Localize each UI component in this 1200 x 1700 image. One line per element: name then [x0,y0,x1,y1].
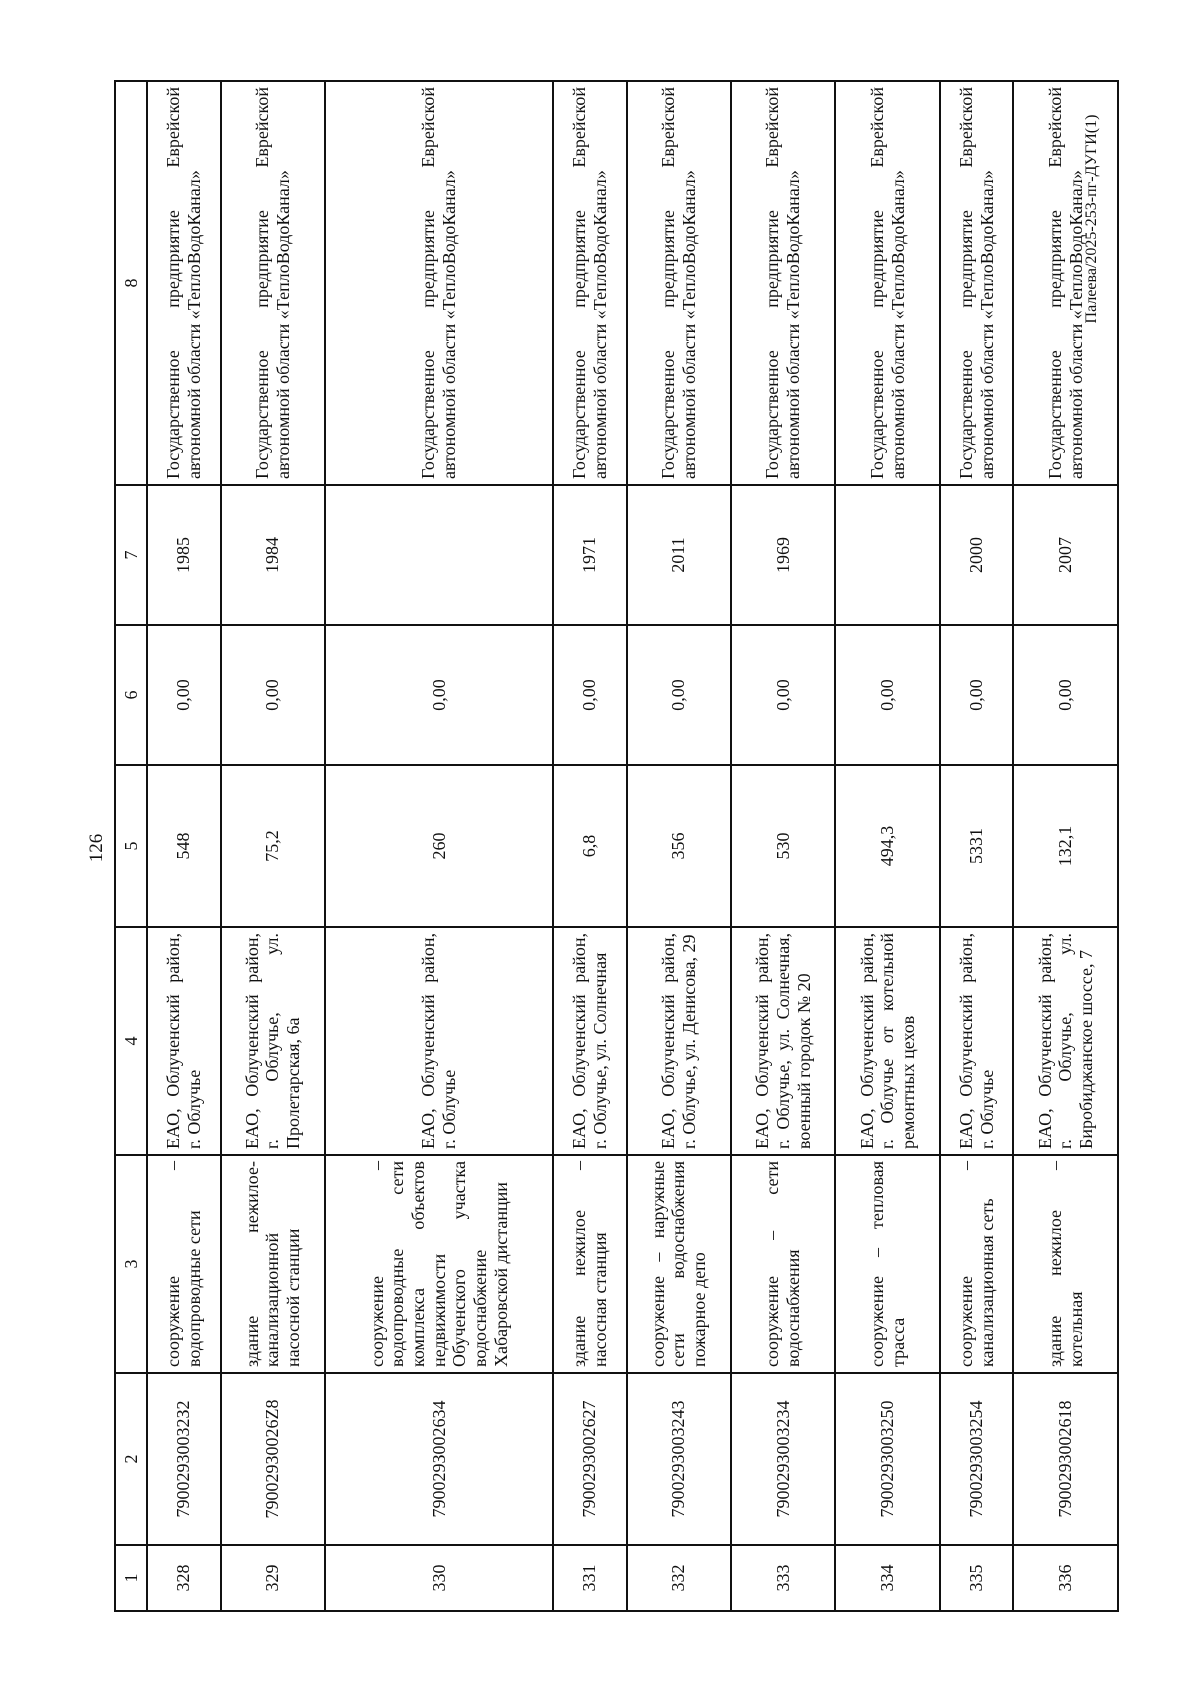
object-year [835,485,939,625]
object-cost: 0,00 [325,625,553,765]
cadastral-number: 7900293003243 [627,1373,731,1545]
property-register-table [114,80,1119,1612]
row-number: 332 [627,1545,731,1611]
object-cost: 0,00 [221,625,325,765]
object-year: 2011 [627,485,731,625]
object-cost: 0,00 [731,625,835,765]
object-name: сооружение – сети водоснабжения [731,1155,835,1373]
cadastral-number: 790029З002634 [325,1373,553,1545]
object-area: 6,8 [553,765,627,927]
table-row [731,81,835,1611]
cadastral-number: 79002930026Z8 [221,1373,325,1545]
row-number: 328 [147,1545,221,1611]
object-area: 5331 [940,765,1014,927]
right-holder: Государственное предприятие Еврейской автономной области «ТеплоВодоКанал» [147,81,221,485]
object-area: 75,2 [221,765,325,927]
header-cell: 8 [115,81,147,485]
object-cost: 0,00 [627,625,731,765]
cadastral-number: 7900293002627 [553,1373,627,1545]
object-name: сооружение – водопроводные сети [147,1155,221,1373]
header-cell: 1 [115,1545,147,1611]
object-year: 2007 [1013,485,1118,625]
table-row [553,81,627,1611]
row-number: 335 [940,1545,1014,1611]
object-name: сооружение – тепловая трасса [835,1155,939,1373]
object-area: 356 [627,765,731,927]
object-address: ЕАО, Облученский район, г. Облучье, ул. Денисова, 29 [627,927,731,1155]
object-year: 1985 [147,485,221,625]
object-address: ЕАО, Облученский район, г. Облучье, ул. Солнечная, военный городок № 20 [731,927,835,1155]
header-cell: 4 [115,927,147,1155]
cadastral-number: 7900293003234 [731,1373,835,1545]
row-number: 333 [731,1545,835,1611]
cadastral-number: 79002930032З2 [147,1373,221,1545]
header-row [115,81,147,1611]
right-holder: Государственное предприятие Еврейской автономной области «ТеплоВодоКанал» [627,81,731,485]
object-year: 1971 [553,485,627,625]
object-cost: 0,00 [835,625,939,765]
object-year: 1969 [731,485,835,625]
object-name: сооружение – канализационная сеть [940,1155,1014,1373]
object-address: ЕАО, Облученский район, г. Облучье, ул. Солнечная [553,927,627,1155]
object-name: здание нежилое – котельная [1013,1155,1118,1373]
table-row [940,81,1014,1611]
object-area: 494,3 [835,765,939,927]
object-area: 132,1 [1013,765,1118,927]
row-number: 331 [553,1545,627,1611]
header-cell: 5 [115,765,147,927]
row-number: 336 [1013,1545,1118,1611]
object-year [325,485,553,625]
object-name: сооружение – наружные сети водоснабжения пожарное депо [627,1155,731,1373]
object-name: здание нежилое-канализационной насосной станции [221,1155,325,1373]
table-row [1013,81,1118,1611]
object-address: ЕАО, Облученский район, г. Облучье, ул. Биробиджанское шоссе, 7 [1013,927,1118,1155]
table-row [147,81,221,1611]
header-cell: 3 [115,1155,147,1373]
document-reference: Палеева/2025-253-пг-ДУГИ(1) [1083,114,1100,324]
cadastral-number: 7900293002618 [1013,1373,1118,1545]
right-holder: Государственное предприятие Еврейской автономной области «ТеплоВодоКанал» [940,81,1014,485]
header-cell: 7 [115,485,147,625]
row-number: 334 [835,1545,939,1611]
object-cost: 0,00 [940,625,1014,765]
object-address: ЕАО, Облученский район, г. Облучье [325,927,553,1155]
object-year: 2000 [940,485,1014,625]
cadastral-number: 7900293003254 [940,1373,1014,1545]
row-number: 330 [325,1545,553,1611]
table-row [627,81,731,1611]
right-holder: Государственное предприятие Еврейской автономной области «ТеплоВодоКанал» [835,81,939,485]
right-holder: Государственное предприятие Еврейской автономной области «ТеплоВодоКанал» [731,81,835,485]
object-address: ЕАО, Облученский район, г. Облучье от котельной ремонтных цехов [835,927,939,1155]
cadastral-number: 7900293003250 [835,1373,939,1545]
right-holder: Государственное предприятие Еврейской автономной области «ТеплоВодоКанал» [325,81,553,485]
header-cell: 2 [115,1373,147,1545]
object-area: 260 [325,765,553,927]
right-holder: Государственное предприятие Еврейской автономной области «ТеплоВодоКанал» [1013,81,1118,485]
table-row [835,81,939,1611]
table-row [221,81,325,1611]
object-cost: 0,00 [1013,625,1118,765]
object-year: 1984 [221,485,325,625]
rotated-table-container [114,82,1119,1612]
object-address: ЕАО, Облученский район, г. Облучье [147,927,221,1155]
object-cost: 0,00 [553,625,627,765]
object-name: здание нежилое – насосная станция [553,1155,627,1373]
page-number: 126 [86,833,107,863]
object-area: 530 [731,765,835,927]
object-name: сооружение – водопроводные сети комплекса объектов недвижимости Обученского участка водоснабжение Хабаровской дистанции [325,1155,553,1373]
right-holder: Государственное предприятие Еврейской автономной области «ТеплоВодоКанал» [553,81,627,485]
object-cost: 0,00 [147,625,221,765]
object-address: ЕАО, Облученский район, г. Облучье [940,927,1014,1155]
header-cell: 6 [115,625,147,765]
row-number: 329 [221,1545,325,1611]
object-address: ЕАО, Облученский район, г. Облучье, ул. Пролетарская, 6а [221,927,325,1155]
object-area: 548 [147,765,221,927]
table-row [325,81,553,1611]
right-holder: Государственное предприятие Еврейской автономной области «ТеплоВодоКанал» [221,81,325,485]
